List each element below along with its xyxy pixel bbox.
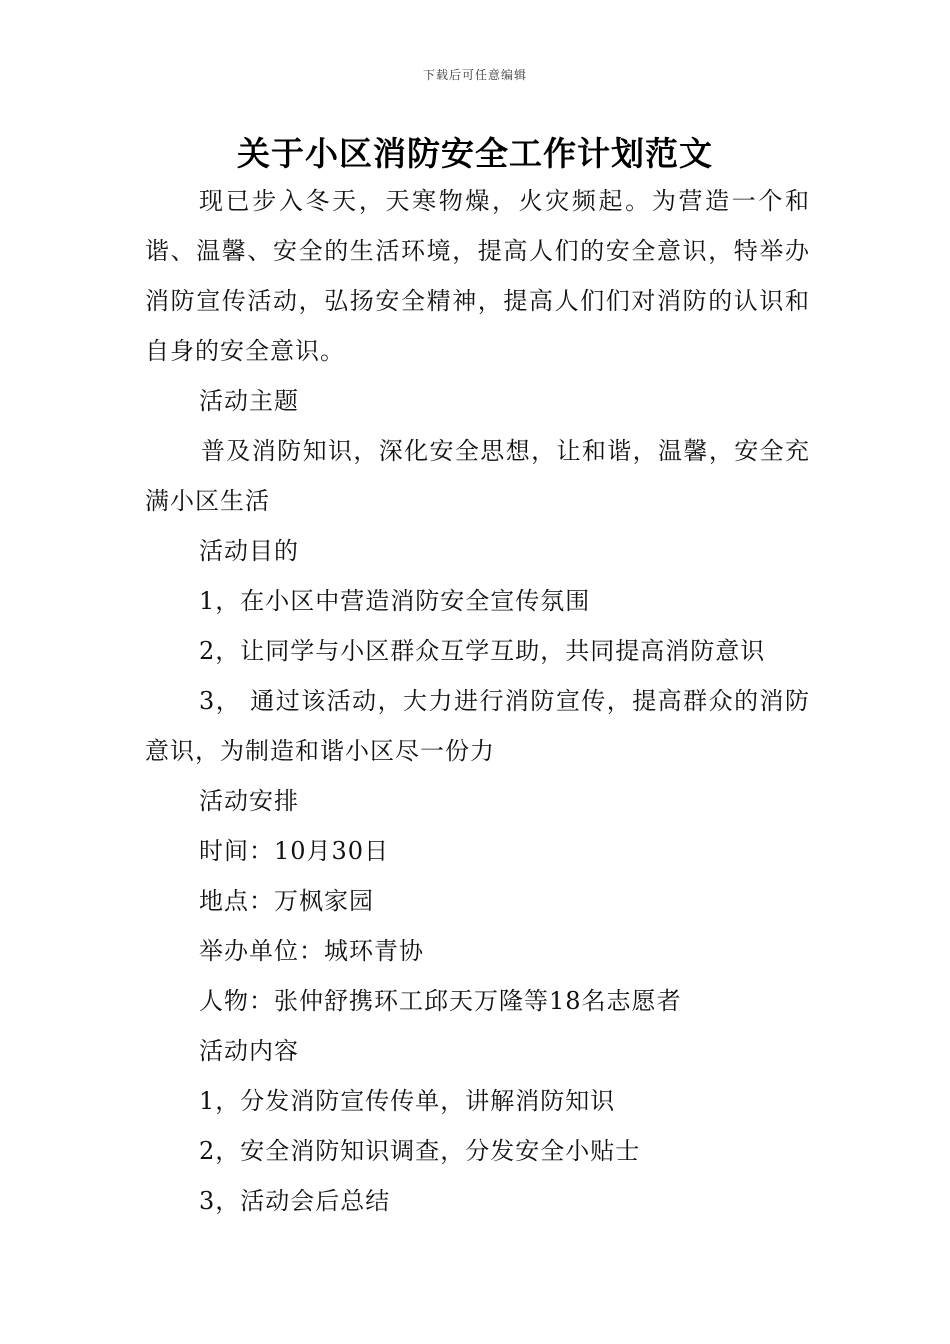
document-title: 关于小区消防安全工作计划范文: [237, 134, 713, 173]
theme-paragraph: 普及消防知识，深化安全思想，让和谐，温馨，安全充满小区生活: [145, 437, 810, 515]
arrangement-people: 人物：张仲舒携环工邱天万隆等18名志愿者: [199, 987, 682, 1015]
content-item-2: 2，安全消防知识调查，分发安全小贴士: [199, 1137, 641, 1165]
content-item-1: 1，分发消防宣传传单，讲解消防知识: [199, 1087, 616, 1115]
arrangement-time: 时间：10月30日: [199, 837, 390, 865]
section-heading-theme: 活动主题: [199, 387, 299, 415]
purpose-item-3: 3， 通过该活动，大力进行消防宣传，提高群众的消防意识，为制造和谐小区尽一份力: [145, 687, 810, 765]
content-item-3: 3，活动会后总结: [199, 1187, 391, 1215]
purpose-item-1: 1，在小区中营造消防安全宣传氛围: [199, 587, 591, 615]
arrangement-organizer: 举办单位：城环青协: [199, 937, 424, 965]
section-heading-purpose: 活动目的: [199, 537, 299, 565]
intro-paragraph: 现已步入冬天，天寒物燥，火灾频起。为营造一个和谐、温馨、安全的生活环境，提高人们的安全意识，特举办消防宣传活动，弘扬安全精神，提高人们们对消防的认识和自身的安全意识。: [145, 187, 810, 365]
section-heading-content: 活动内容: [199, 1037, 299, 1065]
section-heading-arrangement: 活动安排: [199, 787, 299, 815]
header-note: 下载后可任意编辑: [422, 68, 527, 82]
purpose-item-2: 2，让同学与小区群众互学互助，共同提高消防意识: [199, 637, 766, 665]
document-body: [145, 176, 810, 1226]
arrangement-location: 地点：万枫家园: [199, 887, 374, 915]
